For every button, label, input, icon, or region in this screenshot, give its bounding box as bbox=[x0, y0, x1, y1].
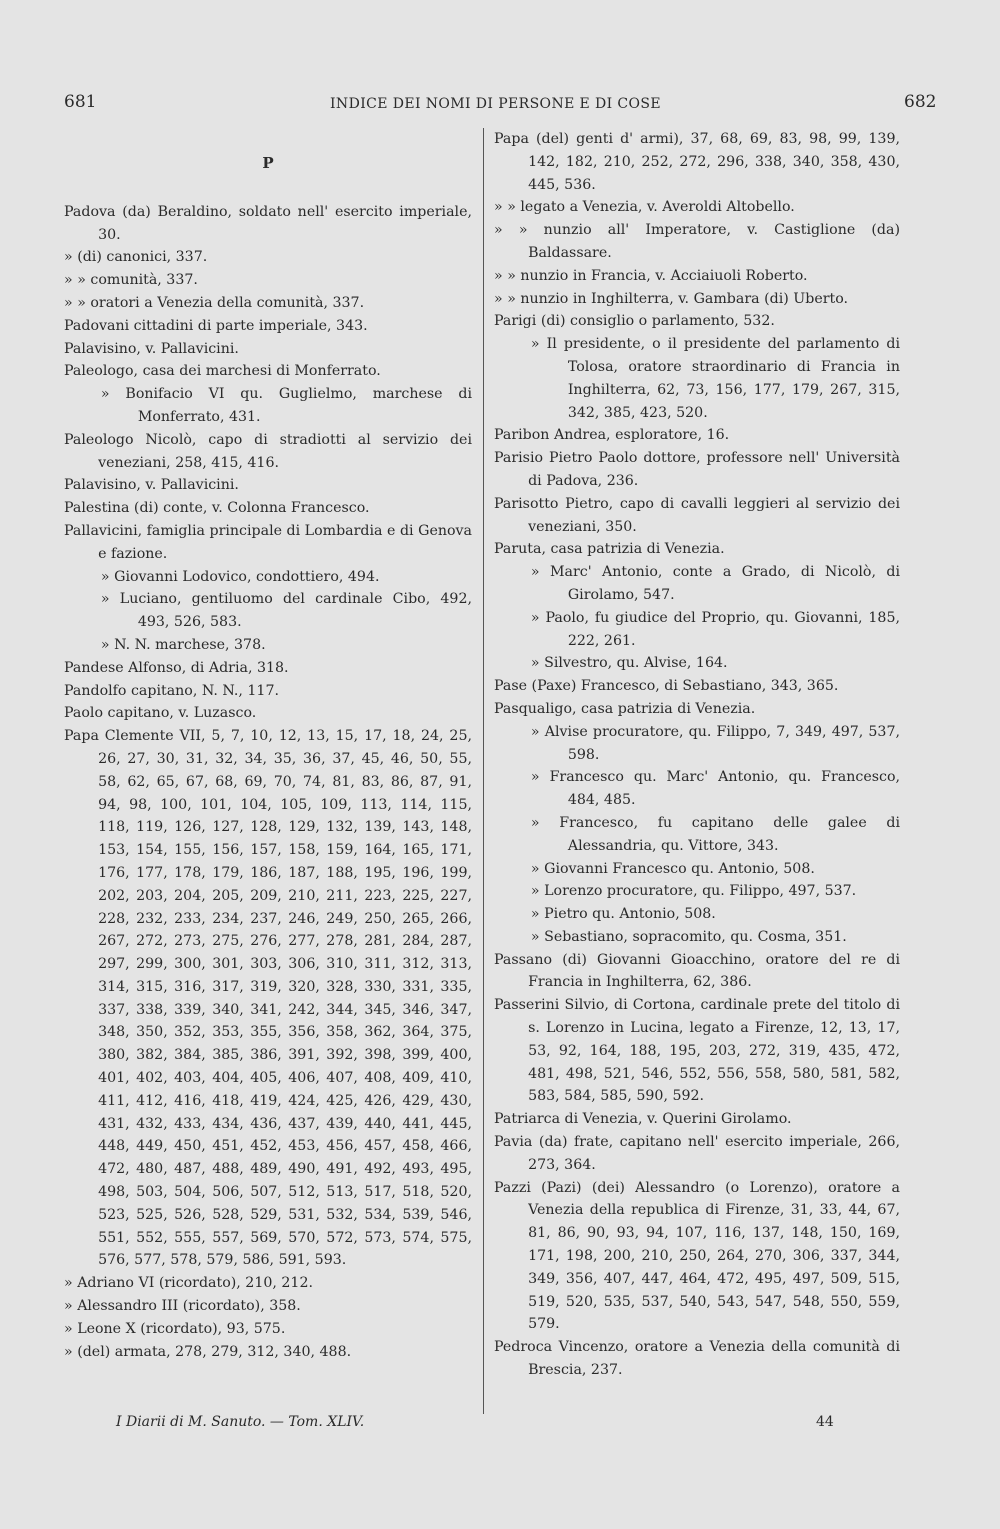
index-entry: Pazzi (Pazi) (dei) Alessandro (o Lorenzo), oratore a Venezia della republica di Firenze, 31, 33, 44, 67, 81, 86, 90, 93, 94, 107, 116, 137, 148, 150, 169, 171, 198, 200, 210, 250, 264, 270, 306, 337, 344, 349, 356, 407, 447, 464, 472, 495, 497, 509, 515, 519, 520, 535, 537, 540, 543, 547, 548, 550, 559, 579. bbox=[494, 1179, 900, 1333]
index-entry: Pandese Alfonso, di Adria, 318. bbox=[64, 659, 289, 676]
index-entry: » Francesco, fu capitano delle galee di Alessandria, qu. Vittore, 343. bbox=[530, 814, 900, 854]
index-entry: » Leone X (ricordato), 93, 575. bbox=[64, 1320, 286, 1337]
index-entry: Paleologo, casa dei marchesi di Monferrato. bbox=[64, 363, 381, 380]
index-entry: Paleologo Nicolò, capo di stradiotti al servizio dei veneziani, 258, 415, 416. bbox=[64, 431, 472, 471]
index-entry: Patriarca di Venezia, v. Querini Girolamo. bbox=[494, 1111, 792, 1128]
index-entry: Pasqualigo, casa patrizia di Venezia. bbox=[494, 700, 756, 717]
index-entry: Palavisino, v. Pallavicini. bbox=[64, 340, 239, 357]
index-entry: Padova (da) Beraldino, soldato nell' esercito imperiale, 30. bbox=[64, 203, 472, 243]
index-entry: Pase (Paxe) Francesco, di Sebastiano, 343, 365. bbox=[494, 678, 839, 695]
index-entry: » Il presidente, o il presidente del parlamento di Tolosa, oratore straordinario di Francia in Inghilterra, 62, 73, 156, 177, 179, 267, 315, 342, 385, 423, 520. bbox=[530, 336, 900, 421]
index-entry: » Pietro qu. Antonio, 508. bbox=[530, 906, 716, 923]
index-entry: Pandolfo capitano, N. N., 117. bbox=[64, 682, 279, 699]
index-entry: Paolo capitano, v. Luzasco. bbox=[64, 705, 257, 722]
index-entry: Pedroca Vincenzo, oratore a Venezia della comunità di Brescia, 237. bbox=[494, 1339, 900, 1379]
index-entry: Pavia (da) frate, capitano nell' esercito imperiale, 266, 273, 364. bbox=[494, 1134, 900, 1173]
index-entry: Parisio Pietro Paolo dottore, professore nell' Università di Padova, 236. bbox=[494, 450, 900, 489]
footer-signature: I Diarii di M. Sanuto. — Tom. XLIV. bbox=[116, 1414, 365, 1430]
running-title: INDICE DEI NOMI DI PERSONE E DI COSE bbox=[330, 96, 662, 112]
index-entry: Palavisino, v. Pallavicini. bbox=[64, 477, 239, 494]
footer-sheet-number: 44 bbox=[816, 1414, 834, 1430]
section-letter: P bbox=[262, 154, 274, 172]
index-entry: » Bonifacio VI qu. Guglielmo, marchese di Monferrato, 431. bbox=[100, 386, 472, 425]
index-entry: Passerini Silvio, di Cortona, cardinale prete del titolo di s. Lorenzo in Lucina, legato a Firenze, 12, 13, 17, 53, 92, 164, 188, 195, 203, 272, 319, 435, 472, 481, 498, 521, 546, 552, 556, 558, 580, 581, 582, 583, 584, 585, 590, 592. bbox=[494, 997, 900, 1105]
index-entry: » » comunità, 337. bbox=[64, 272, 198, 289]
index-entry: » N. N. marchese, 378. bbox=[100, 636, 266, 653]
index-entry: » Sebastiano, sopracomito, qu. Cosma, 351. bbox=[530, 928, 847, 945]
index-entry: Padovani cittadini di parte imperiale, 343. bbox=[64, 317, 368, 334]
index-entry: » Alvise procuratore, qu. Filippo, 7, 349, 497, 537, 598. bbox=[530, 723, 900, 763]
index-entry: » Adriano VI (ricordato), 210, 212. bbox=[64, 1275, 313, 1292]
index-entry: » Marc' Antonio, conte a Grado, di Nicolò, di Girolamo, 547. bbox=[530, 564, 900, 603]
column-divider bbox=[483, 128, 484, 1414]
index-entry: » » oratori a Venezia della comunità, 337. bbox=[64, 294, 365, 311]
index-entry: Parisotto Pietro, capo di cavalli leggieri al servizio dei veneziani, 350. bbox=[494, 495, 900, 535]
index-entry: » Paolo, fu giudice del Proprio, qu. Giovanni, 185, 222, 261. bbox=[530, 609, 900, 649]
index-entry: » Alessandro III (ricordato), 358. bbox=[64, 1298, 301, 1315]
page-number-right: 682 bbox=[904, 92, 937, 112]
index-entry: » Luciano, gentiluomo del cardinale Cibo, 492, 493, 526, 583. bbox=[100, 591, 472, 631]
index-entry: » Lorenzo procuratore, qu. Filippo, 497, 537. bbox=[530, 883, 857, 900]
index-entry: » Silvestro, qu. Alvise, 164. bbox=[530, 655, 728, 672]
index-entry: » Giovanni Francesco qu. Antonio, 508. bbox=[530, 860, 815, 877]
index-entry: » (del) armata, 278, 279, 312, 340, 488. bbox=[64, 1343, 352, 1360]
index-entry: » Francesco qu. Marc' Antonio, qu. Francesco, 484, 485. bbox=[530, 769, 900, 809]
page-number-left: 681 bbox=[64, 92, 97, 112]
index-entry: Papa Clemente VII, 5, 7, 10, 12, 13, 15, 17, 18, 24, 25, 26, 27, 30, 31, 32, 34, 35, 36, 37, 45, 46, 50, 55, 58, 62, 65, 67, 68, 69, 70, 74, 81, 83, 86, 87, 91, 94, 98, 100, 101, 104, 105, 109, 113, 114, 115, 118, 119, 126, 127, 128, 129, 132, 139, 143, 148, 153, 154, 155, 156, 157, 158, 159, 164, 165, 171, 176, 177, 178, 179, 186, 187, 188, 195, 196, 199, 202, 203, 204, 205, 209, 210, 211, 223, 225, 227, 228, 232, 233, 234, 237, 246, 249, 250, 265, 266, 267, 272, 273, 275, 276, 277, 278, 281, 284, 287, 297, 299, 300, 301, 303, 306, 310, 311, 312, 313, 314, 315, 316, 317, 319, 320, 328, 330, 331, 335, 337, 338, 339, 340, 341, 242, 344, 345, 346, 347, 348, 350, 352, 353, 355, 356, 358, 362, 364, 375, 380, 382, 384, 385, 386, 391, 392, 398, 399, 400, 401, 402, 403, 404, 405, 406, 407, 408, 409, 410, 411, 412, 416, 418, 419, 424, 425, 426, 429, 430, 431, 432, 433, 434, 436, 437, 439, 440, 441, 445, 448, 449, 450, 451, 452, 453, 456, 457, 458, 466, 472, 480, 487, 488, 489, 490, 491, 492, 493, 495, 498, 503, 504, 506, 507, 512, 513, 517, 518, 520, 523, 525, 526, 528, 529, 531, 532, 534, 539, 546, 551, 552, 555, 557, 569, 570, 572, 573, 574, 575, 576, 577, 578, 579, 586, 591, 593. bbox=[64, 728, 472, 1269]
index-entry: Paruta, casa patrizia di Venezia. bbox=[494, 541, 725, 558]
index-entry: » (di) canonici, 337. bbox=[64, 249, 208, 266]
index-entry: » » nunzio all' Imperatore, v. Castiglione (da) Baldassare. bbox=[494, 222, 900, 261]
index-entry: Papa (del) genti d' armi), 37, 68, 69, 83, 98, 99, 139, 142, 182, 210, 252, 272, 296, 338, 340, 358, 430, 445, 536. bbox=[494, 131, 900, 193]
index-column-right bbox=[494, 128, 900, 1382]
index-entry: Pallavicini, famiglia principale di Lombardia e di Genova e fazione. bbox=[64, 522, 472, 562]
index-entry: Paribon Andrea, esploratore, 16. bbox=[494, 427, 730, 444]
index-entry: Palestina (di) conte, v. Colonna Francesco. bbox=[64, 500, 370, 517]
index-entry: » » legato a Venezia, v. Averoldi Altobello. bbox=[494, 199, 795, 216]
index-column-left bbox=[64, 152, 472, 1363]
index-entry: » Giovanni Lodovico, condottiero, 494. bbox=[100, 568, 380, 585]
index-entry: Parigi (di) consiglio o parlamento, 532. bbox=[494, 313, 775, 330]
index-entry: » » nunzio in Inghilterra, v. Gambara (di) Uberto. bbox=[494, 290, 849, 307]
index-entry: » » nunzio in Francia, v. Acciaiuoli Roberto. bbox=[494, 267, 808, 284]
index-entry: Passano (di) Giovanni Gioacchino, oratore del re di Francia in Inghilterra, 62, 386. bbox=[494, 951, 900, 991]
